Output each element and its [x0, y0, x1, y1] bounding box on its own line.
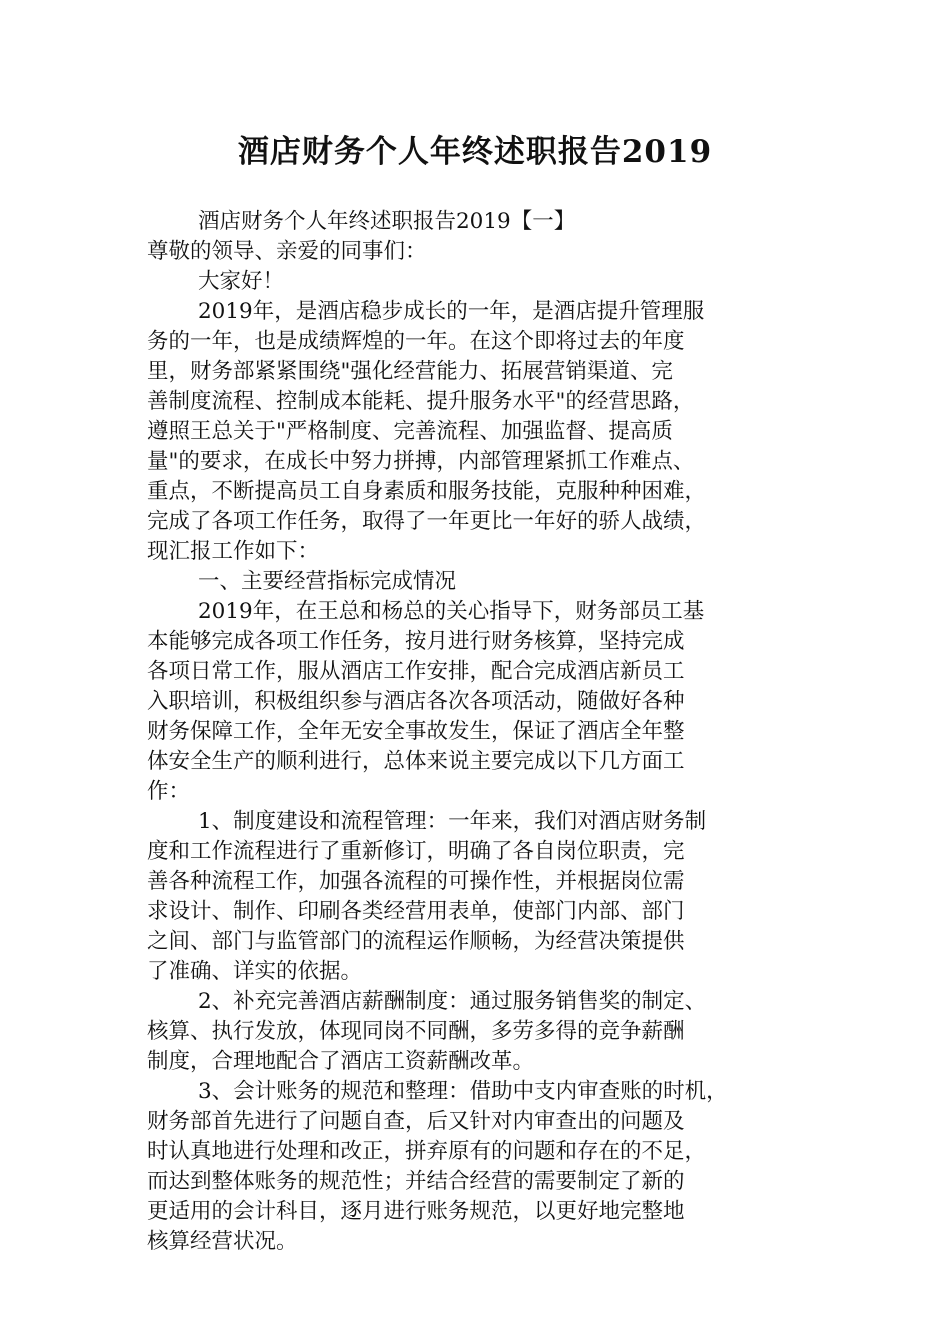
document-body: [147, 207, 807, 1257]
text-line: 量"的要求，在成长中努力拼搏，内部管理紧抓工作难点、: [147, 449, 695, 474]
text-line: 财务保障工作，全年无安全事故发生，保证了酒店全年整: [147, 719, 685, 744]
text-line: 完成了各项工作任务，取得了一年更比一年好的骄人战绩，: [147, 509, 707, 534]
text-line: 求设计、制作、印刷各类经营用表单，使部门内部、部门: [147, 899, 685, 924]
text-line: 体安全生产的顺利进行，总体来说主要完成以下几方面工: [147, 749, 685, 774]
text-line: 大家好！: [198, 269, 285, 294]
text-line: 更适用的会计科目，逐月进行账务规范，以更好地完整地: [147, 1199, 685, 1224]
text-line: 2、补充完善酒店薪酬制度：通过服务销售奖的制定、: [198, 989, 707, 1014]
text-line: 尊敬的领导、亲爱的同事们：: [147, 239, 427, 264]
text-line: 1、制度建设和流程管理：一年来，我们对酒店财务制: [198, 809, 707, 834]
text-line: 善各种流程工作，加强各流程的可操作性，并根据岗位需: [147, 869, 685, 894]
text-line: 之间、部门与监管部门的流程运作顺畅，为经营决策提供: [147, 929, 685, 954]
text-line: 2019年，是酒店稳步成长的一年，是酒店提升管理服: [198, 299, 705, 324]
text-line: 遵照王总关于"严格制度、完善流程、加强监督、提高质: [147, 419, 673, 444]
text-line: 2019年，在王总和杨总的关心指导下，财务部员工基: [198, 599, 705, 624]
text-line: 重点，不断提高员工自身素质和服务技能，克服种种困难，: [147, 479, 707, 504]
document-title: 酒店财务个人年终述职报告2019: [237, 134, 713, 170]
text-line: 时认真地进行处理和改正，拼弃原有的问题和存在的不足，: [147, 1139, 707, 1164]
text-line: 务的一年，也是成绩辉煌的一年。在这个即将过去的年度: [147, 329, 685, 354]
text-line: 了准确、详实的依据。: [147, 959, 363, 984]
text-line: 而达到整体账务的规范性；并结合经营的需要制定了新的: [147, 1169, 685, 1194]
text-line: 各项日常工作，服从酒店工作安排，配合完成酒店新员工: [147, 659, 685, 684]
text-line: 酒店财务个人年终述职报告2019【一】: [198, 209, 576, 234]
text-line: 一、主要经营指标完成情况: [198, 569, 457, 594]
text-line: 制度，合理地配合了酒店工资薪酬改革。: [147, 1049, 535, 1074]
text-line: 善制度流程、控制成本能耗、提升服务水平"的经营思路，: [147, 389, 695, 414]
text-line: 作：: [147, 779, 191, 804]
text-line: 入职培训，积极组织参与酒店各次各项活动，随做好各种: [147, 689, 685, 714]
text-line: 财务部首先进行了问题自查，后又针对内审查出的问题及: [147, 1109, 685, 1134]
text-line: 现汇报工作如下：: [147, 539, 320, 564]
text-line: 核算、执行发放，体现同岗不同酬，多劳多得的竞争薪酬: [147, 1019, 685, 1044]
text-line: 里，财务部紧紧围绕"强化经营能力、拓展营销渠道、完: [147, 359, 673, 384]
text-line: 3、会计账务的规范和整理：借助中支内审查账的时机，: [198, 1079, 728, 1104]
text-line: 度和工作流程进行了重新修订，明确了各自岗位职责，完: [147, 839, 685, 864]
text-line: 本能够完成各项工作任务，按月进行财务核算，坚持完成: [147, 629, 685, 654]
text-line: 核算经营状况。: [147, 1229, 298, 1254]
